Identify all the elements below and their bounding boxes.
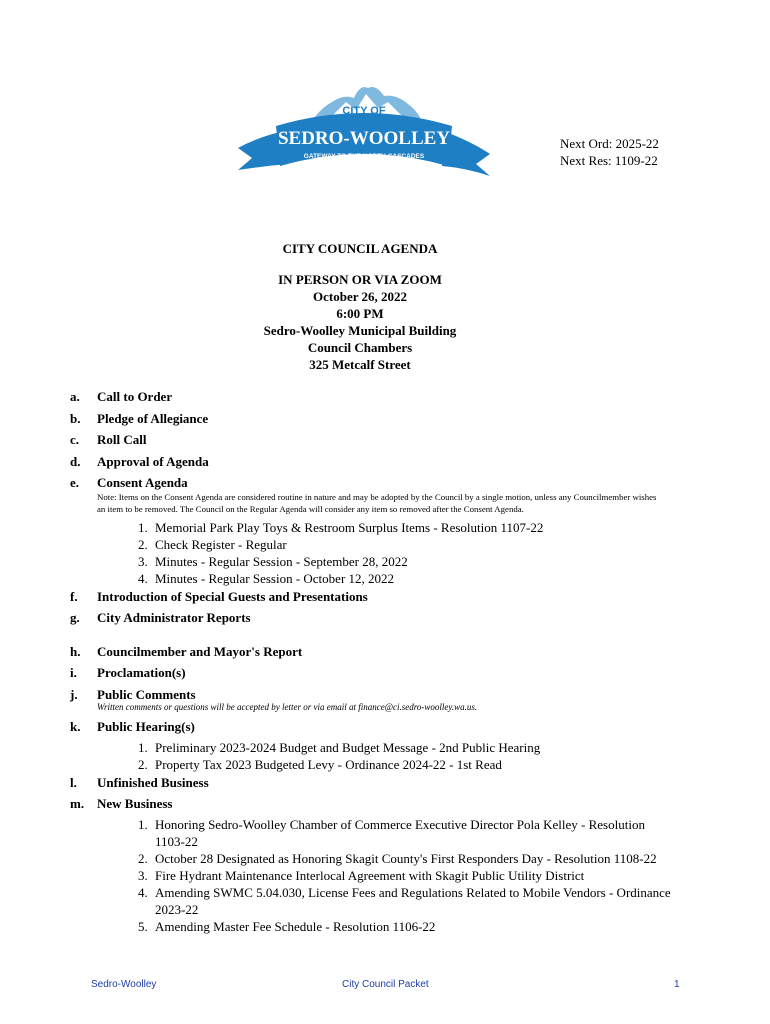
- next-numbers: [560, 135, 659, 169]
- item-title: Pledge of Allegiance: [97, 410, 209, 426]
- item-title: Unfinished Business: [97, 774, 209, 790]
- list-item: 1. Preliminary 2023-2024 Budget and Budget Message - 2nd Public Hearing: [151, 739, 670, 756]
- logo-line1: CITY OF: [342, 105, 386, 117]
- list-item: 2. Check Register - Regular: [151, 536, 670, 553]
- item-title: Consent Agenda: [97, 475, 188, 490]
- agenda-item-k: [70, 717, 670, 739]
- agenda-title: CITY COUNCIL AGENDA: [282, 241, 438, 256]
- list-item: 1. Memorial Park Play Toys & Restroom Surplus Items - Resolution 1107-22: [151, 519, 670, 536]
- footer-center: City Council Packet: [342, 979, 429, 990]
- item-title: City Administrator Reports: [97, 610, 251, 625]
- item-letter: g.: [70, 610, 80, 625]
- agenda-item-g: [70, 608, 670, 630]
- list-item: 4. Amending SWMC 5.04.030, License Fees and Regulations Related to Mobile Vendors - Ordinance 2023-22: [151, 884, 671, 918]
- item-letter: a.: [70, 389, 80, 404]
- meeting-room: Council Chambers: [307, 340, 413, 355]
- meeting-mode: IN PERSON OR VIA ZOOM: [278, 272, 442, 287]
- meeting-address: 325 Metcalf Street: [309, 357, 411, 372]
- agenda-item-a: [70, 387, 670, 409]
- item-letter: d.: [70, 453, 81, 469]
- meeting-building: Sedro-Woolley Municipal Building: [263, 323, 457, 338]
- city-logo: [236, 72, 492, 180]
- item-title: Public Comments: [97, 686, 196, 702]
- item-letter: k.: [70, 719, 81, 734]
- agenda-item-d: [70, 452, 670, 474]
- agenda-item-c: [70, 430, 670, 452]
- list-item: 2. October 28 Designated as Honoring Skagit County's First Responders Day - Resolution 1108-22: [151, 850, 671, 867]
- meeting-date: October 26, 2022: [313, 289, 407, 304]
- list-item: 4. Minutes - Regular Session - October 12, 2022: [151, 570, 670, 587]
- consent-agenda-note: Note: Items on the Consent Agenda are considered routine in nature and may be adopted by the Council by a single motion, unless any Councilmember wishes an item to be removed. The Council on the Regular Agenda will consider any item so removed after the Consent Agenda.: [97, 491, 657, 514]
- agenda-item-b: [70, 409, 670, 431]
- item-title: Introduction of Special Guests and Presentations: [97, 588, 368, 604]
- item-letter: i.: [70, 665, 77, 680]
- meeting-time: 6:00 PM: [336, 306, 384, 321]
- agenda-list: [70, 387, 670, 935]
- item-letter: c.: [70, 432, 80, 447]
- agenda-item-e: [70, 473, 670, 495]
- item-title: New Business: [97, 796, 173, 811]
- item-letter: l.: [70, 774, 77, 790]
- public-comments-note: Written comments or questions will be accepted by letter or via email at finance@ci.sedro-woolley.wa.us.: [97, 702, 478, 712]
- meeting-details: [0, 271, 720, 373]
- agenda-item-l: [70, 773, 670, 795]
- item-letter: j.: [70, 686, 78, 702]
- item-title: Proclamation(s): [97, 665, 186, 680]
- list-item: 3. Minutes - Regular Session - September 28, 2022: [151, 553, 670, 570]
- agenda-item-j: [70, 685, 670, 707]
- logo-line3: GATEWAY TO THE NORTH CASCADES: [303, 153, 425, 160]
- item-letter: e.: [70, 475, 80, 490]
- item-title: Call to Order: [97, 389, 173, 404]
- logo-line2: SEDRO-WOOLLEY: [277, 128, 451, 149]
- new-business-items: [70, 816, 671, 935]
- item-letter: h.: [70, 643, 81, 659]
- item-letter: f.: [70, 588, 78, 604]
- consent-items: [70, 519, 670, 587]
- item-title: Councilmember and Mayor's Report: [97, 643, 303, 659]
- item-letter: b.: [70, 410, 81, 426]
- list-item: 5. Amending Master Fee Schedule - Resolution 1106-22: [151, 918, 671, 935]
- item-title: Public Hearing(s): [97, 719, 195, 734]
- list-item: 3. Fire Hydrant Maintenance Interlocal Agreement with Skagit Public Utility District: [151, 867, 671, 884]
- page-number: 1: [674, 979, 680, 990]
- item-title: Approval of Agenda: [97, 453, 209, 469]
- list-item: 1. Honoring Sedro-Woolley Chamber of Commerce Executive Director Pola Kelley - Resolution 1103-22: [151, 816, 671, 850]
- item-title: Roll Call: [97, 432, 147, 447]
- agenda-item-f: [70, 587, 670, 609]
- item-letter: m.: [70, 796, 85, 811]
- footer-left: Sedro-Woolley: [91, 979, 157, 990]
- list-item: 2. Property Tax 2023 Budgeted Levy - Ordinance 2024-22 - 1st Read: [151, 756, 670, 773]
- public-hearing-items: [70, 739, 670, 773]
- agenda-item-h: [70, 642, 670, 664]
- next-resolution: Next Res: 1109-22: [560, 153, 658, 168]
- agenda-item-i: [70, 663, 670, 685]
- next-ordinance: Next Ord: 2025-22: [560, 136, 659, 151]
- agenda-item-m: [70, 794, 670, 816]
